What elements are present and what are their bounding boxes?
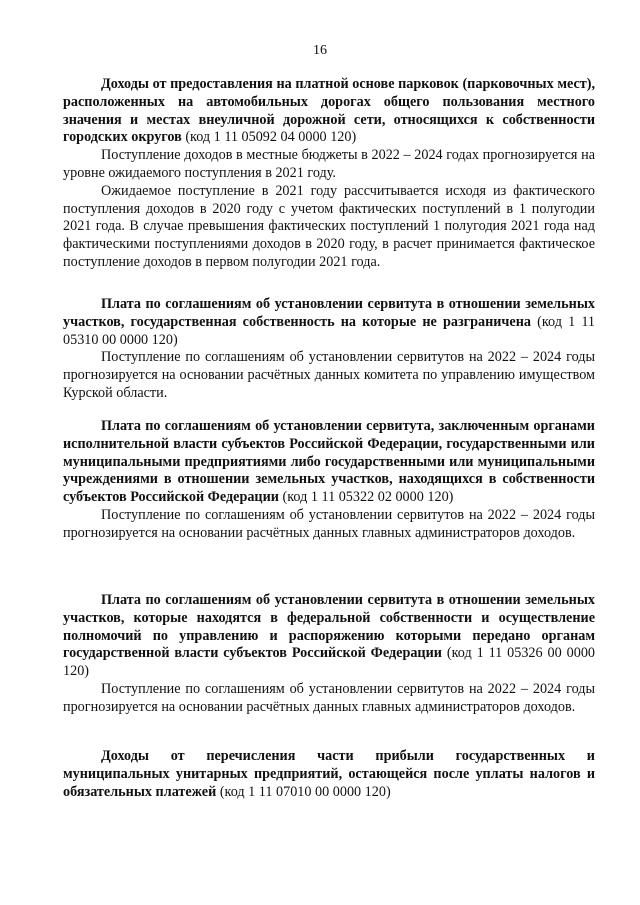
heading-code: (код 1 11 05092 04 0000 120) [181,129,357,146]
heading-title: Доходы от перечисления части прибыли государственных и муниципальных унитарных предприятий, остающейся после уплаты налогов и обязательных платежей [63,748,595,800]
heading-code: (код 1 11 05310 00 0000 120) [63,313,595,348]
paragraph: Поступление по соглашениям об установлении сервитутов на 2022 – 2024 годы прогнозируется на основании расчётных данных главных администраторов доходов. [63,680,595,715]
heading-code: (код 1 11 07010 00 0000 120) [216,783,391,800]
section-heading [63,76,595,147]
section-heading [63,592,595,681]
heading-code: (код 1 11 05322 02 0000 120) [278,489,454,506]
page-number: 16 [313,43,327,58]
paragraph: Ожидаемое поступление в 2021 году рассчитывается исходя из фактического поступления доходов в 2020 году с учетом фактических поступлений в 1 полугодии 2021 года. В случае превышения фактических поступлений 1 полугодия 2021 года над фактическими поступлениями доходов в 2020 году, в расчет принимается фактическое поступление доходов в первом полугодии 2021 года. [63,182,595,270]
section-parking-income [63,76,595,272]
paragraph: Поступление по соглашениям об установлении сервитутов на 2022 – 2024 годы прогнозируется на основании расчётных данных главных администраторов доходов. [63,506,595,541]
paragraph: Поступление доходов в местные бюджеты в 2022 – 2024 годах прогнозируется на уровне ожидаемого поступления в 2021 году. [63,147,595,181]
heading-title: Доходы от предоставления на платной основе парковок (парковочных мест), расположенных на автомобильных дорогах общего пользования местного значения и местах внеуличной дорожной сети, относящихся к собственности городских округов [63,76,595,146]
section-servitude-federal-land [63,592,595,717]
section-servitude-unrestricted-land [63,296,595,403]
section-servitude-regional-land [63,418,595,543]
heading-title: Плата по соглашениям об установлении сервитута, заключенным органами исполнительной власти субъектов Российской Федерации, государственными или муниципальными предприятиями либо государственными или муниципальными учреждениями в отношении земельных участков, находящихся в собственности субъектов Российской Федерации [63,418,595,506]
section-heading [63,418,595,507]
section-heading [63,296,595,349]
paragraph: Поступление по соглашениям об установлении сервитутов на 2022 – 2024 годы прогнозируется на основании расчётных данных комитета по управлению имуществом Курской области. [63,349,595,401]
heading-code: (код 1 11 05326 00 0000 120) [63,645,596,680]
section-heading [63,748,595,801]
heading-title: Плата по соглашениям об установлении сервитута в отношении земельных участков, государственная собственность на которые не разграничена [63,296,595,330]
section-unitary-enterprise-profit [63,748,595,801]
heading-title: Плата по соглашениям об установлении сервитута в отношении земельных участков, которые находятся в федеральной собственности и осуществление полномочий по управлению и распоряжению которыми передано органам государственной власти субъектов Российской Федерации [63,592,595,662]
